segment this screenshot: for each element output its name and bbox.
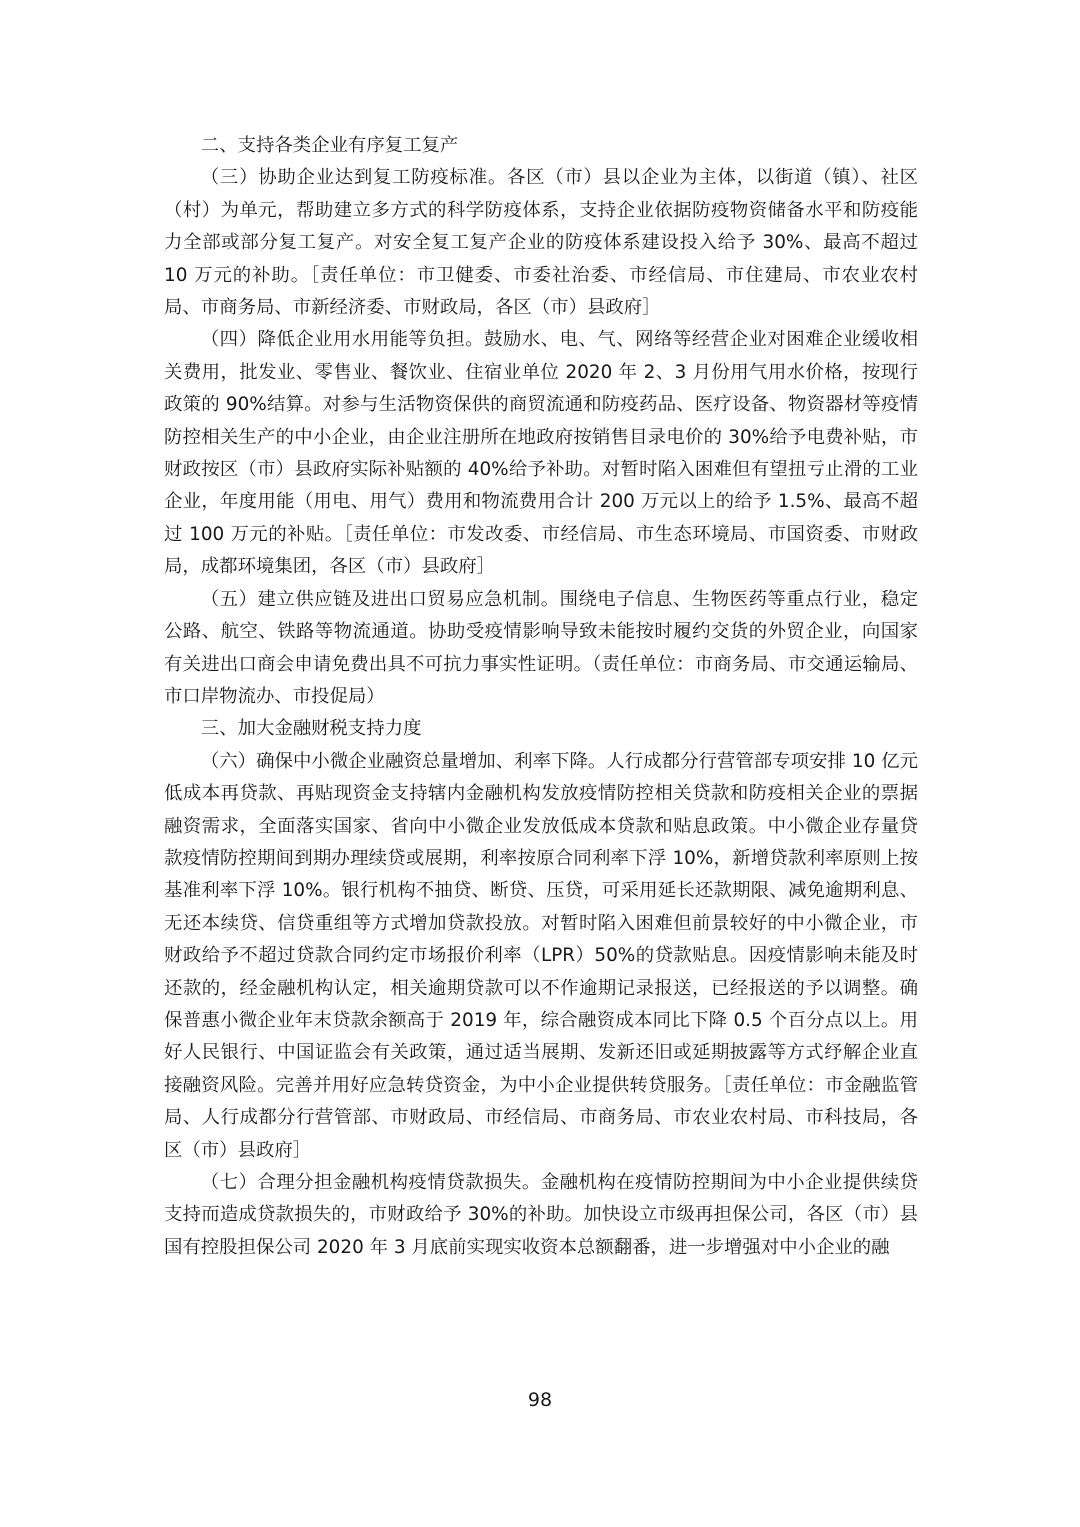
section-heading-3: 三、加大金融财税支持力度 <box>200 718 422 740</box>
section-heading-2: 二、支持各类企业有序复工复产 <box>200 135 459 156</box>
page-number: 98 <box>527 1389 553 1411</box>
paragraph-6: （六）确保中小微企业融资总量增加、利率下降。人行成都分行营管部专项安排 10 亿元低成本再贷款、再贴现资金支持辖内金融机构发放疫情防控相关贷款和防疫相关企业的票据融资需求，全面落实国家、省向中小微企业发放低成本贷款和贴息政策。中小微企业存量贷款疫情防控期间到期办理续贷或展期，利率按原合同利率下浮 10%，新增贷款利率原则上按基准利率下浮 10%。银行机构不抽贷、断贷、压贷，可采用延长还款期限、减免逾期利息、无还本续贷、信贷重组等方式增加贷款投放。对暂时陷入困难但前景较好的中小微企业，市财政给予不超过贷款合同约定市场报价利率（LPR）50%的贷款贴息。因疫情影响未能及时还款的，经金融机构认定，相关逾期贷款可以不作逾期记录报送，已经报送的予以调整。确保普惠小微企业年末贷款余额高于 2019 年，综合融资成本同比下降 0.5 个百分点以上。用好人民银行、中国证监会有关政策，通过适当展期、发新还旧或延期披露等方式纾解企业直接融资风险。完善并用好应急转贷资金，为中小企业提供转贷服务。［责任单位：市金融监管局、人行成都分行营管部、市财政局、市经信局、市商务局、市农业农村局、市科技局，各区（市）县政府］ <box>164 750 918 1161</box>
paragraph-3: （三）协助企业达到复工防疫标准。各区（市）县以企业为主体，以街道（镇）、社区（村）为单元，帮助建立多方式的科学防疫体系，支持企业依据防疫物资储备水平和防疫能力全部或部分复工复产。对安全复工复产企业的防疫体系建设投入给予 30%、最高不超过 10 万元的补助。［责任单位：市卫健委、市委社治委、市经信局、市住建局、市农业农村局、市商务局、市新经济委、市财政局，各区（市）县政府］ <box>164 167 918 319</box>
paragraph-7: （七）合理分担金融机构疫情贷款损失。金融机构在疫情防控期间为中小企业提供续贷支持而造成贷款损失的，市财政给予 30%的补助。加快设立市级再担保公司，各区（市）县国有控股担保公司 2020 年 3 月底前实现实收资本总额翻番，进一步增强对中小企业的融 <box>164 1172 918 1258</box>
paragraph-4: （四）降低企业用水用能等负担。鼓励水、电、气、网络等经营企业对困难企业缓收相关费用，批发业、零售业、餐饮业、住宿业单位 2020 年 2、3 月份用气用水价格，按现行政策的 90%结算。对参与生活物资保供的商贸流通和防疫药品、医疗设备、物资器材等疫情防控相关生产的中小企业，由企业注册所在地政府按销售目录电价的 30%给予电费补贴，市财政按区（市）县政府实际补贴额的 40%给予补助。对暂时陷入困难但有望扭亏止滑的工业企业，年度用能（用电、用气）费用和物流费用合计 200 万元以上的给予 1.5%、最高不超过 100 万元的补贴。［责任单位：市发改委、市经信局、市生态环境局、市国资委、市财政局，成都环境集团，各区（市）县政府］ <box>164 329 918 578</box>
body-text <box>164 130 918 1264</box>
paragraph-5: （五）建立供应链及进出口贸易应急机制。围绕电子信息、生物医药等重点行业，稳定公路、航空、铁路等物流通道。协助受疫情影响导致未能按时履约交货的外贸企业，向国家有关进出口商会申请免费出具不可抗力事实性证明。（责任单位：市商务局、市交通运输局、市口岸物流办、市投促局） <box>164 588 918 707</box>
